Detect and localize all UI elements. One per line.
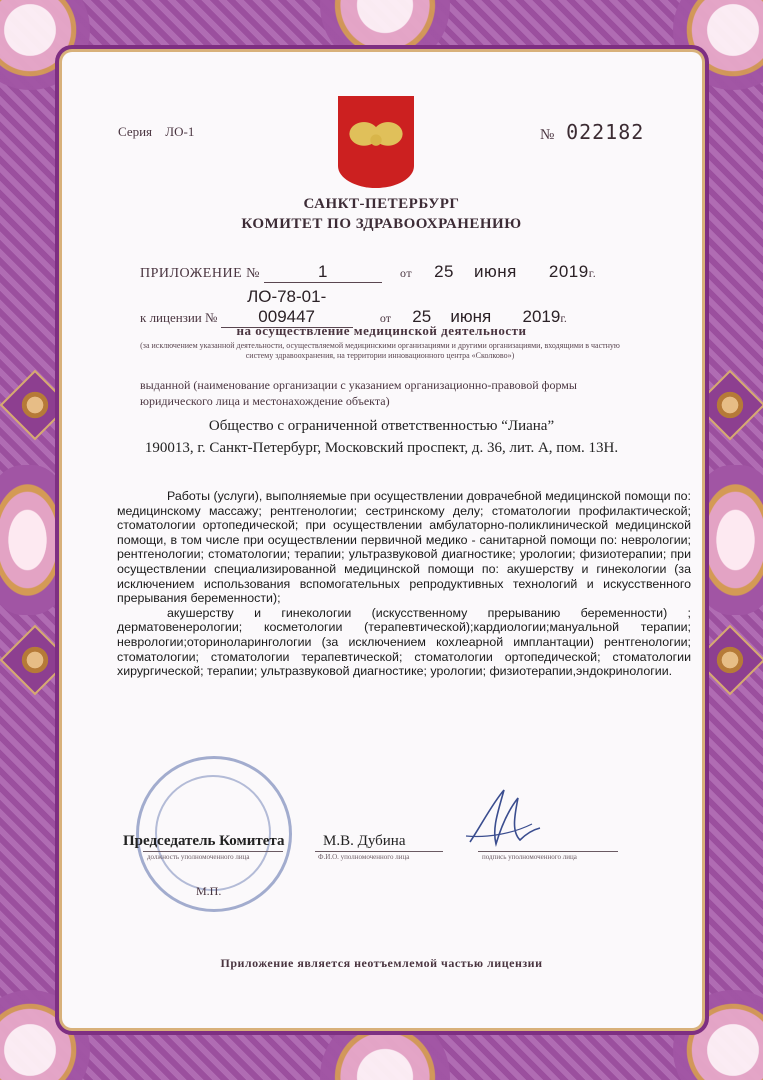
license-row — [140, 287, 567, 328]
signatory-position: Председатель Комитета — [123, 833, 285, 849]
issued-to-caption: выданной (наименование организации с указанием организационно-правовой формы юридического лица и местонахождение объекта) — [140, 378, 577, 408]
license-year: 2019 — [522, 307, 561, 326]
double-headed-eagle-icon — [346, 106, 406, 168]
coat-of-arms-icon — [338, 96, 414, 188]
activity-title: на осуществление медицинской деятельности — [236, 323, 527, 338]
signature-line — [143, 851, 283, 852]
appendix-number: 1 — [264, 262, 382, 283]
organization-name: Общество с ограниченной ответственностью “Лиана” — [208, 418, 555, 434]
signature-line — [315, 851, 443, 852]
side-ornament — [0, 625, 70, 696]
appendix-year-suffix: г. — [588, 266, 597, 280]
license-label: к лицензии № — [140, 310, 218, 325]
signatory-name: М.В. Дубина — [323, 833, 406, 849]
license-year-suffix: г. — [560, 311, 567, 325]
number-label: № — [540, 127, 555, 143]
activity-exclusion-note: (за исключением указанной деятельности, осуществляемой медицинскими организациями и другими организациями, входящими в частную систему здравоохранения, на территории инновационного центра «Сколково») — [140, 341, 620, 360]
appendix-label: ПРИЛОЖЕНИЕ № — [140, 266, 260, 281]
license-from: от — [379, 311, 391, 325]
issuer-committee: КОМИТЕТ ПО ЗДРАВООХРАНЕНИЮ — [241, 216, 522, 232]
handwritten-signature-icon — [462, 784, 542, 856]
issuer-city: САНКТ-ПЕТЕРБУРГ — [303, 196, 460, 212]
appendix-row — [140, 262, 596, 283]
name-caption: Ф.И.О. уполномоченного лица — [318, 853, 410, 861]
appendix-day: 25 — [434, 262, 455, 281]
services-list — [117, 489, 691, 679]
series-label: Серия — [118, 124, 153, 139]
form-number — [540, 120, 644, 144]
license-day: 25 — [412, 307, 432, 326]
appendix-year: 2019 — [548, 262, 589, 281]
footer-note: Приложение является неотъемлемой частью лицензии — [220, 956, 543, 970]
number-value: 022182 — [566, 120, 645, 144]
series-field — [118, 124, 194, 140]
seal-place: М.П. — [196, 884, 222, 898]
signature-caption: подпись уполномоченного лица — [482, 853, 577, 861]
appendix-month: июня — [474, 262, 517, 281]
license-number: ЛО-78-01-009447 — [221, 287, 353, 328]
license-month: июня — [450, 307, 492, 326]
services-paragraph: Работы (услуги), выполняемые при осуществлении доврачебной медицинской помощи по: медицинскому массажу; рентгенологии; сестринскому делу; стоматологии профилактической; стоматологии ортопедической; при осуществлении амбулаторно-поликлинической медицинской помощи, в том числе при осуществлении первичной медико - санитарной помощи по: неврологии; рентгенологии; стоматологии; терапии; ультразвуковой диагностике; урологии; физиотерапии; при осуществлении специализированной медицинской помощи по: акушерству и гинекологии (за исключением использования вспомогательных репродуктивных технологий и искусственного прерывания беременности); — [117, 489, 691, 606]
appendix-from: от — [400, 266, 413, 280]
organization-address: 190013, г. Санкт-Петербург, Московский проспект, д. 36, лит. А, пом. 13Н. — [144, 440, 619, 456]
position-caption: должность уполномоченного лица — [147, 853, 250, 861]
services-paragraph: акушерству и гинекологии (искусственному прерыванию беременности) ; дерматовенерологии; косметологии (терапевтической);кардиологии;мануальной терапии; неврологии;оториноларингологии (за исключением кохлеарной имплантации) рентгенологии; стоматологии; стоматологии терапевтической; стоматологии ортопедической; стоматологии хирургической; терапии; ультразвуковой диагностике; урологии; физиотерапии,эндокринологии. — [117, 605, 691, 679]
series-value: ЛО-1 — [165, 124, 195, 139]
side-ornament — [695, 625, 763, 696]
